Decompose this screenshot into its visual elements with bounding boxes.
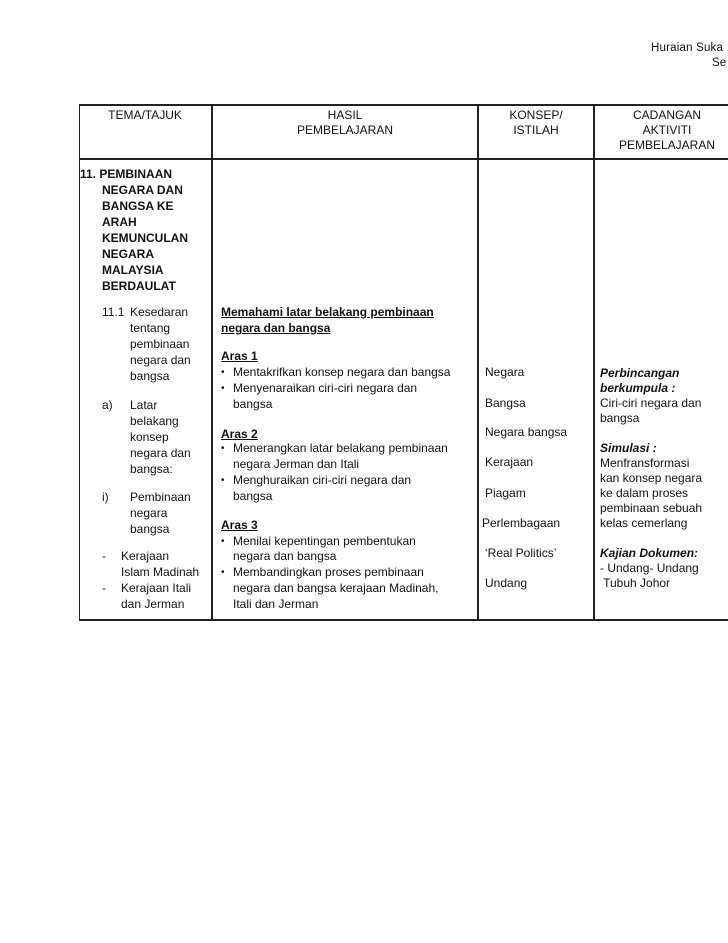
bullet-icon: •	[221, 443, 225, 454]
col-divider-3	[593, 104, 595, 621]
tema-title-line: BERDAULAT	[102, 279, 176, 293]
bullet-icon: •	[221, 475, 225, 486]
subtopic-line: tentang	[130, 321, 171, 335]
simulasi-text: kelas cemerlang	[600, 516, 688, 530]
col-header-tema: TEMA/TAJUK	[108, 108, 182, 122]
tema-title-line: KEMUNCULAN	[102, 231, 188, 245]
konsep-term: ‘Real Politics’	[485, 546, 557, 560]
table-top-border	[79, 104, 728, 106]
dash-item-line: Kerajaan Itali	[121, 581, 192, 595]
konsep-term: Kerajaan	[485, 455, 534, 469]
subtopic-line: Kesedaran	[130, 305, 189, 319]
dash-item-line: Kerajaan	[121, 549, 170, 563]
item-a-number: a)	[102, 398, 113, 412]
col-header-cadangan-3: PEMBELAJARAN	[618, 138, 716, 152]
aras-2-item: Menerangkan latar belakang pembinaan	[233, 441, 448, 455]
simulasi-text: pembinaan sebuah	[600, 501, 703, 515]
aras-2-item: negara Jerman dan Itali	[233, 457, 360, 471]
bullet-icon: •	[221, 567, 225, 578]
aras-3-item: Itali dan Jerman	[233, 597, 319, 611]
aras-1-label: Aras 1	[221, 349, 258, 363]
aras-1-item: Mentakrifkan konsep negara dan bangsa	[233, 365, 451, 379]
simulasi-label: Simulasi :	[600, 441, 657, 455]
item-i-line: negara	[130, 506, 168, 520]
aras-2-label: Aras 2	[221, 427, 258, 441]
perbincangan-text: bangsa	[600, 411, 640, 425]
page-header-line1: Huraian Suka	[651, 42, 724, 54]
perbincangan-text: Ciri-ciri negara dan	[600, 396, 702, 410]
perbincangan-label: berkumpula :	[600, 381, 676, 395]
dash-item-line: dan Jerman	[121, 597, 185, 611]
kajian-dokumen-label: Kajian Dokumen:	[600, 546, 699, 560]
kajian-dokumen-text: Tubuh Johor	[600, 576, 671, 590]
col-divider-2	[477, 104, 479, 621]
item-i-number: i)	[102, 490, 109, 504]
col-header-hasil-2: PEMBELAJARAN	[296, 123, 394, 137]
konsep-term: Negara	[485, 365, 525, 379]
col-header-konsep-1: KONSEP/	[509, 108, 563, 122]
aras-3-item: negara dan bangsa kerajaan Madinah,	[233, 581, 439, 595]
tema-title-line: NEGARA DAN	[102, 183, 183, 197]
aras-3-label: Aras 3	[221, 518, 258, 532]
tema-title-line: ARAH	[102, 215, 137, 229]
aras-3-item: negara dan bangsa	[233, 549, 337, 563]
konsep-term: Piagam	[485, 486, 526, 500]
table-bottom-border	[79, 619, 728, 621]
konsep-term: Negara bangsa	[485, 425, 568, 439]
tema-title-line: BANGSA KE	[102, 199, 174, 213]
simulasi-text: kan konsep negara	[600, 471, 703, 485]
item-i-line: Pembinaan	[130, 490, 191, 504]
aras-3-item: Membandingkan proses pembinaan	[233, 565, 424, 579]
subtopic-line: pembinaan	[130, 337, 190, 351]
page-header-line2: Se	[712, 57, 727, 69]
aras-2-item: Menghuraikan ciri-ciri negara dan	[233, 473, 412, 487]
table-header-divider	[79, 158, 728, 160]
hasil-heading-line: negara dan bangsa	[221, 321, 331, 335]
tema-title-line: 11. PEMBINAAN	[80, 167, 173, 181]
dash-mark: -	[102, 549, 106, 563]
aras-1-item: Menyenaraikan ciri-ciri negara dan	[233, 381, 418, 395]
item-a-line: Latar	[130, 398, 158, 412]
col-header-konsep-2: ISTILAH	[513, 123, 559, 137]
item-a-line: negara dan	[130, 446, 191, 460]
subtopic-line: bangsa	[130, 369, 170, 383]
aras-1-item: bangsa	[233, 397, 273, 411]
col-header-cadangan-2: AKTIVITI	[642, 123, 692, 137]
perbincangan-label: Perbincangan	[600, 366, 680, 380]
col-divider-1	[211, 104, 213, 621]
bullet-icon: •	[221, 367, 225, 378]
col-header-cadangan-1: CADANGAN	[632, 108, 701, 122]
aras-2-item: bangsa	[233, 489, 273, 503]
dash-mark: -	[102, 581, 106, 595]
kajian-dokumen-text: - Undang- Undang	[600, 561, 699, 575]
hasil-heading-line: Memahami latar belakang pembinaan	[221, 305, 434, 319]
item-a-line: bangsa:	[130, 462, 173, 476]
tema-title-line: NEGARA	[102, 247, 155, 261]
bullet-icon: •	[221, 383, 225, 394]
tema-title-line: MALAYSIA	[102, 263, 164, 277]
simulasi-text: Menfransformasi	[600, 456, 690, 470]
subtopic-line: negara dan	[130, 353, 191, 367]
item-a-line: belakang	[130, 414, 179, 428]
konsep-term: Perlembagaan	[482, 516, 561, 530]
subtopic-number: 11.1	[102, 305, 125, 319]
item-a-line: konsep	[130, 430, 169, 444]
dash-item-line: Islam Madinah	[121, 565, 200, 579]
simulasi-text: ke dalam proses	[600, 486, 689, 500]
item-i-line: bangsa	[130, 522, 170, 536]
konsep-term: Undang	[485, 576, 528, 590]
aras-3-item: Menilai kepentingan pembentukan	[233, 534, 416, 548]
col-header-hasil-1: HASIL	[327, 108, 363, 122]
bullet-icon: •	[221, 536, 225, 547]
konsep-term: Bangsa	[485, 396, 526, 410]
